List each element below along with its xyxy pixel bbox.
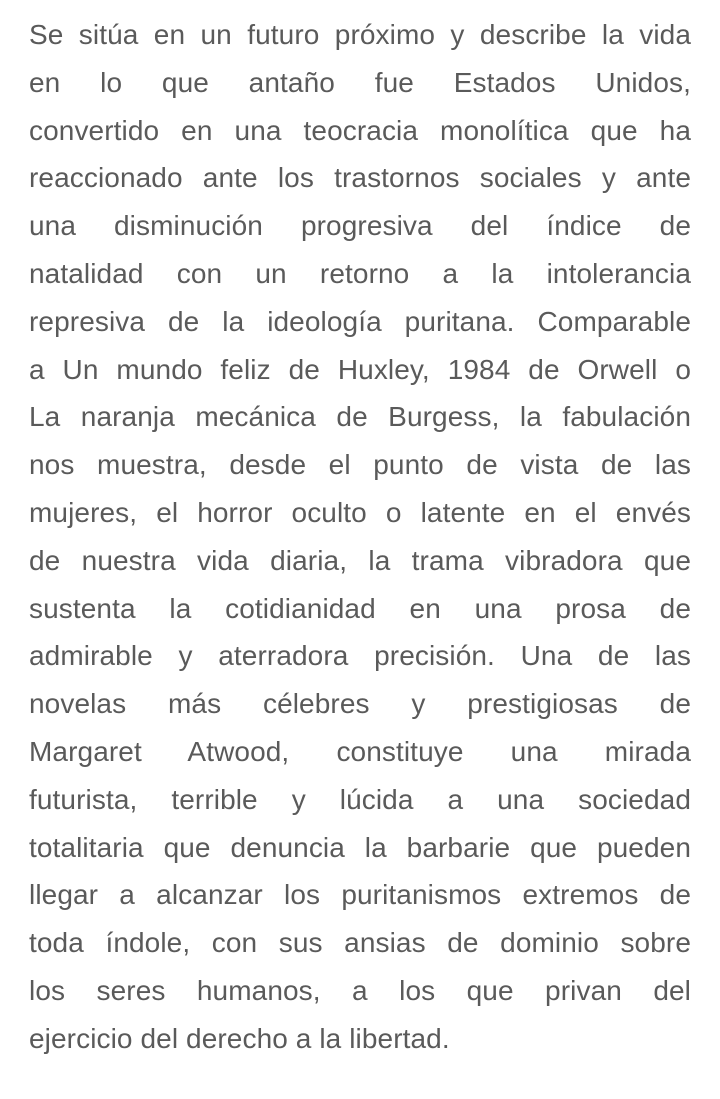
paragraph-line: convertido en una teocracia monolítica que ha [29, 114, 691, 146]
paragraph-line: Margaret Atwood, constituye una mirada [29, 735, 691, 767]
paragraph-line: a Un mundo feliz de Huxley, 1984 de Orwell o [29, 353, 691, 385]
synopsis-paragraph [29, 11, 691, 1063]
paragraph-line: mujeres, el horror oculto o latente en el envés [29, 496, 691, 528]
paragraph-line: en lo que antaño fue Estados Unidos, [29, 66, 691, 98]
paragraph-line: Se sitúa en un futuro próximo y describe la vida [29, 19, 691, 50]
paragraph-line: los seres humanos, a los que privan del [29, 974, 691, 1006]
paragraph-line: natalidad con un retorno a la intolerancia [29, 257, 691, 289]
paragraph-line: novelas más célebres y prestigiosas de [29, 688, 691, 720]
paragraph-line: futurista, terrible y lúcida a una sociedad [29, 783, 691, 815]
paragraph-line: toda índole, con sus ansias de dominio sobre [29, 927, 691, 959]
paragraph-line: totalitaria que denuncia la barbarie que pueden [29, 831, 691, 863]
paragraph-line: La naranja mecánica de Burgess, la fabulación [29, 401, 691, 433]
paragraph-line: ejercicio del derecho a la libertad. [29, 1022, 450, 1054]
paragraph-line: represiva de la ideología puritana. Comparable [29, 305, 691, 337]
paragraph-line: reaccionado ante los trastornos sociales y ante [29, 162, 691, 194]
paragraph-line: de nuestra vida diaria, la trama vibradora que [29, 544, 691, 576]
paragraph-line: sustenta la cotidianidad en una prosa de [29, 592, 691, 624]
paragraph-line: llegar a alcanzar los puritanismos extremos de [29, 879, 691, 911]
paragraph-line: una disminución progresiva del índice de [29, 210, 691, 242]
paragraph-line: admirable y aterradora precisión. Una de las [29, 640, 691, 672]
paragraph-line: nos muestra, desde el punto de vista de las [29, 449, 691, 481]
